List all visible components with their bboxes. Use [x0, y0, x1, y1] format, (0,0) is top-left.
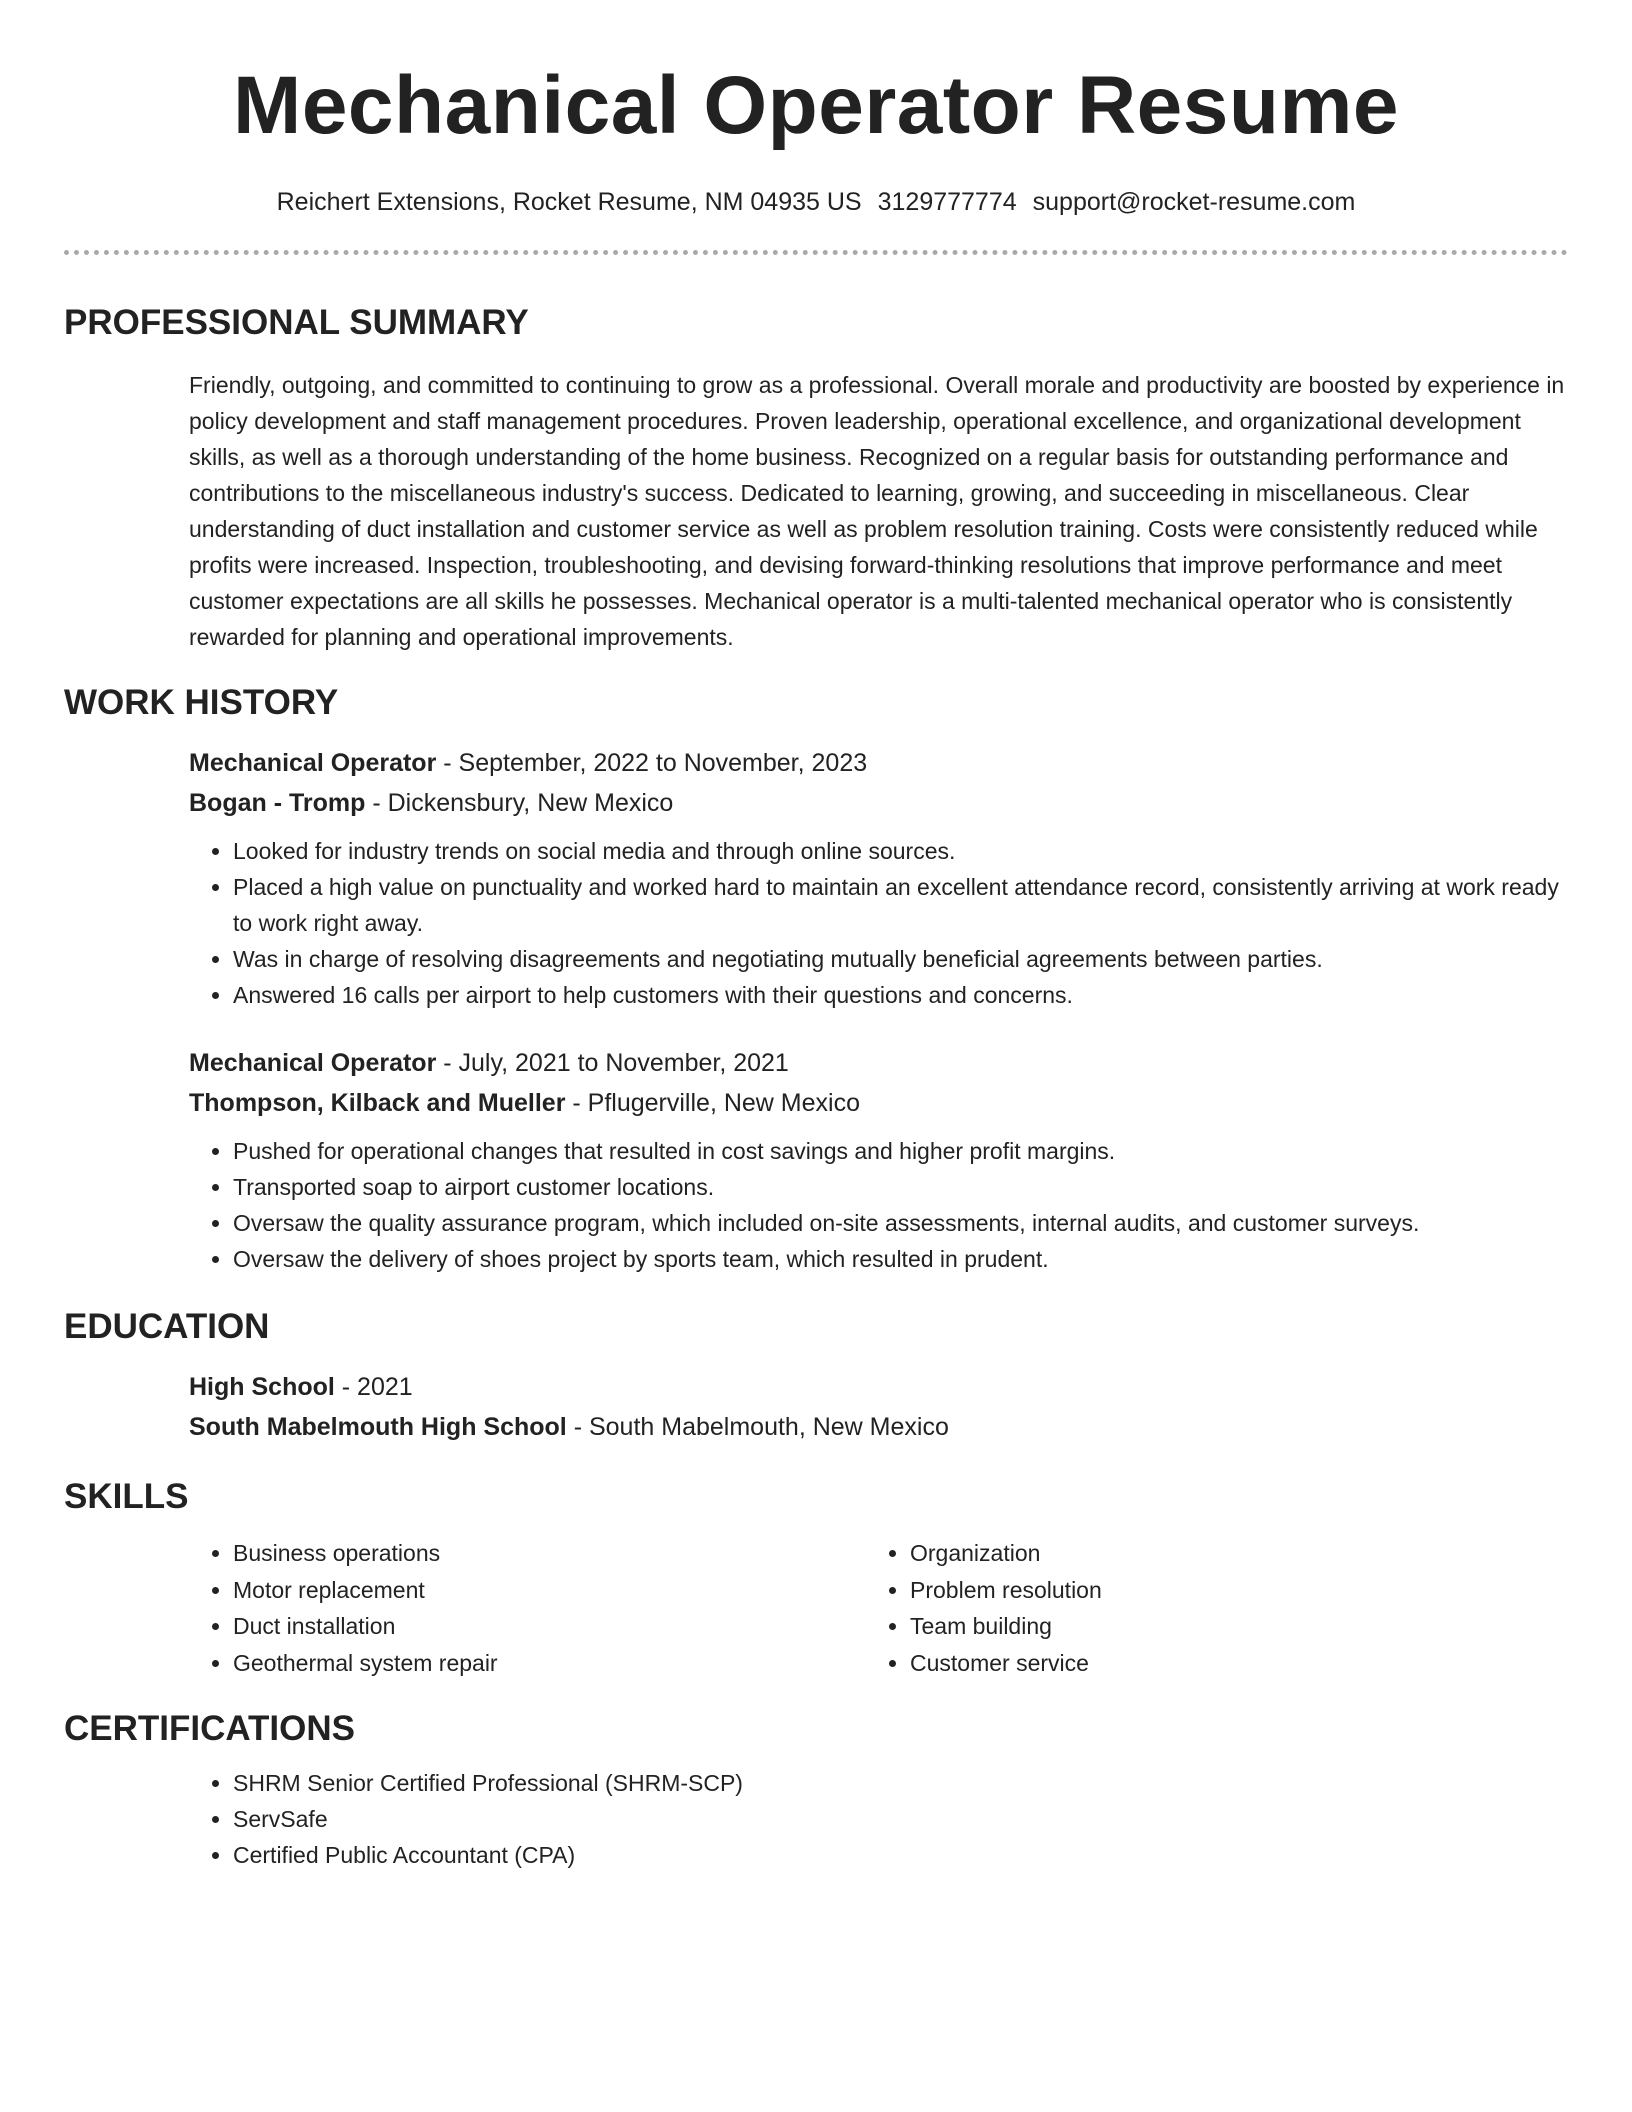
- list-item: • Looked for industry trends on social media and through online sources.: [233, 833, 1568, 869]
- list-item: • Transported soap to airport customer locations.: [233, 1169, 1568, 1205]
- section-title-summary: PROFESSIONAL SUMMARY: [64, 303, 529, 342]
- summary-section: [64, 301, 1568, 655]
- contact-phone: 3129777774: [877, 188, 1017, 216]
- certifications-list: [189, 1765, 1568, 1873]
- job-company-line: [189, 783, 1568, 823]
- job-location: - Pflugerville, New Mexico: [565, 1089, 860, 1117]
- job-entry: [189, 1043, 1568, 1277]
- education-year: - 2021: [334, 1373, 413, 1401]
- education-location: - South Mabelmouth, New Mexico: [566, 1413, 949, 1441]
- list-item: • Team building: [910, 1608, 1102, 1645]
- education-school: South Mabelmouth High School: [189, 1413, 567, 1441]
- contact-email: support@rocket-resume.com: [1032, 188, 1356, 216]
- list-item: • ServSafe: [233, 1801, 1568, 1837]
- job-company-line: [189, 1083, 1568, 1123]
- list-item: • Placed a high value on punctuality and worked hard to maintain an excellent attendance record, consistently arriving at work ready to work right away.: [233, 869, 1568, 941]
- skills-list-left: [189, 1535, 866, 1681]
- list-item: • Business operations: [233, 1535, 866, 1572]
- list-item: • Customer service: [910, 1645, 1102, 1682]
- education-school-line: [189, 1407, 1568, 1447]
- job-dates: - July, 2021 to November, 2021: [436, 1049, 789, 1077]
- job-company: Thompson, Kilback and Mueller: [189, 1089, 566, 1117]
- job-role-line: [189, 1043, 1568, 1083]
- list-item: • Problem resolution: [910, 1572, 1102, 1609]
- list-item: • Pushed for operational changes that resulted in cost savings and higher profit margins.: [233, 1133, 1568, 1169]
- section-title-work: WORK HISTORY: [64, 683, 339, 722]
- list-item: • Certified Public Accountant (CPA): [233, 1837, 1568, 1873]
- list-item: • Duct installation: [233, 1608, 866, 1645]
- section-title-education: EDUCATION: [64, 1307, 270, 1346]
- resume-title: Mechanical Operator Resume: [233, 60, 1399, 151]
- job-location: - Dickensbury, New Mexico: [365, 789, 674, 817]
- contact-line: [64, 186, 1568, 218]
- list-item: • Oversaw the quality assurance program, which included on-site assessments, internal audits, and customer surveys.: [233, 1205, 1568, 1241]
- list-item: • Answered 16 calls per airport to help customers with their questions and concerns.: [233, 977, 1568, 1013]
- skills-section: [64, 1475, 1568, 1681]
- education-degree: High School: [189, 1373, 335, 1401]
- list-item: • Geothermal system repair: [233, 1645, 866, 1682]
- certifications-section: [64, 1707, 1568, 1873]
- education-section: [64, 1305, 1568, 1447]
- section-title-certifications: CERTIFICATIONS: [64, 1709, 356, 1748]
- list-item: • SHRM Senior Certified Professional (SHRM-SCP): [233, 1765, 1568, 1801]
- summary-text: Friendly, outgoing, and committed to continuing to grow as a professional. Overall morale and productivity are boosted by experience in policy development and staff management procedures. Proven leadership, operational excellence, and organizational development skills, as well as a thorough understanding of the home business. Recognized on a regular basis for outstanding performance and contributions to the miscellaneous industry's success. Dedicated to learning, growing, and succeeding in miscellaneous. Clear understanding of duct installation and customer service as well as problem resolution training. Costs were consistently reduced while profits were increased. Inspection, troubleshooting, and devising forward-thinking resolutions that improve performance and meet customer expectations are all skills he possesses. Mechanical operator is a multi-talented mechanical operator who is consistently rewarded for planning and operational improvements.: [189, 372, 1565, 650]
- job-role: Mechanical Operator: [189, 1049, 437, 1077]
- section-title-skills: SKILLS: [64, 1477, 189, 1516]
- contact-address: Reichert Extensions, Rocket Resume, NM 04935 US: [276, 188, 862, 216]
- skills-list-right: [866, 1535, 1102, 1681]
- job-company: Bogan - Tromp: [189, 789, 366, 817]
- list-item: • Motor replacement: [233, 1572, 866, 1609]
- header-divider: [64, 250, 1568, 255]
- job-dates: - September, 2022 to November, 2023: [436, 749, 868, 777]
- skills-grid: [189, 1535, 1568, 1681]
- work-section: [64, 681, 1568, 1277]
- education-degree-line: [189, 1367, 1568, 1407]
- list-item: • Organization: [910, 1535, 1102, 1572]
- list-item: • Was in charge of resolving disagreements and negotiating mutually beneficial agreements between parties.: [233, 941, 1568, 977]
- job-bullets: [189, 1133, 1568, 1277]
- list-item: • Oversaw the delivery of shoes project by sports team, which resulted in prudent.: [233, 1241, 1568, 1277]
- job-bullets: [189, 833, 1568, 1013]
- job-entry: [189, 743, 1568, 1013]
- job-role-line: [189, 743, 1568, 783]
- job-role: Mechanical Operator: [189, 749, 437, 777]
